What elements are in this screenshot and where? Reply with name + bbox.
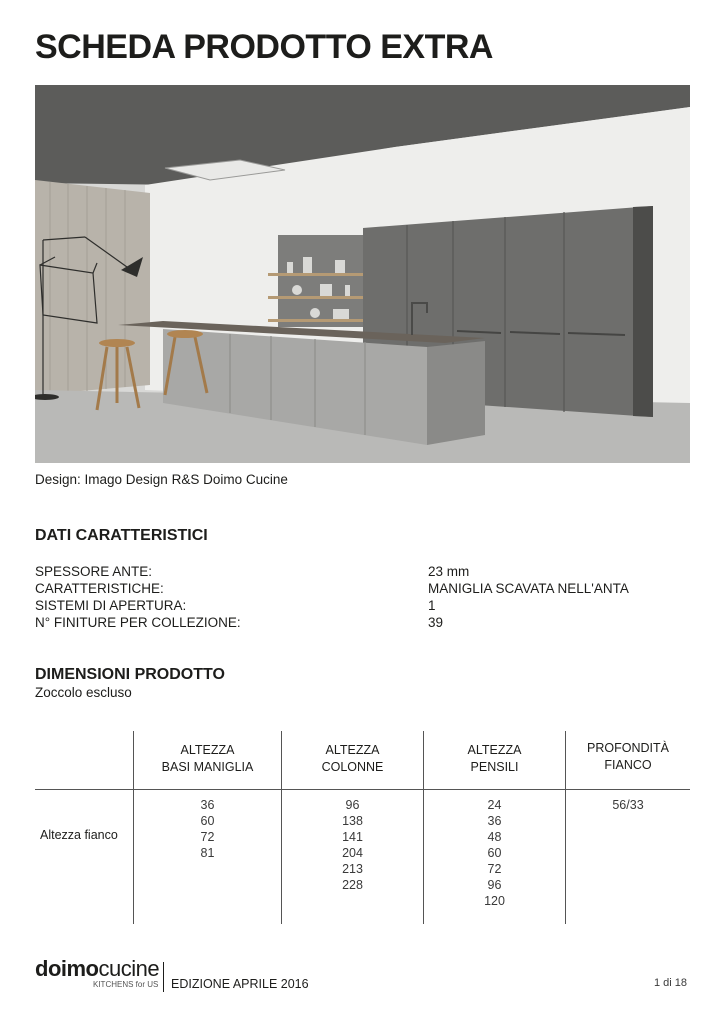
spec-row	[35, 564, 690, 581]
column-header: ALTEZZA COLONNE	[321, 743, 384, 774]
logo-tagline: KITCHENS for US	[93, 980, 159, 989]
spec-value: 39	[428, 615, 444, 630]
dimensions-table	[35, 731, 690, 924]
column-header: ALTEZZA BASI MANIGLIA	[161, 743, 254, 774]
row-label: Altezza fianco	[40, 828, 118, 842]
edition-label: EDIZIONE APRILE 2016	[171, 977, 309, 991]
page-number: 1 di 18	[653, 977, 687, 989]
design-credit: Design: Imago Design R&S Doimo Cucine	[35, 472, 288, 487]
column-values: 36 60 72 81	[200, 798, 215, 860]
spec-row	[35, 615, 690, 632]
spec-value: MANIGLIA SCAVATA NELL'ANTA	[428, 581, 629, 596]
spec-row	[35, 581, 690, 598]
spec-label: N° FINITURE PER COLLEZIONE:	[35, 615, 241, 630]
spec-value: 23 mm	[428, 564, 470, 579]
table-header-rule	[35, 789, 690, 790]
page-title: SCHEDA PRODOTTO EXTRA	[35, 28, 493, 66]
kitchen-photo	[35, 85, 690, 463]
spec-label: SISTEMI DI APERTURA:	[35, 598, 187, 613]
spec-row	[35, 598, 690, 615]
column-values: 96 138 141 204 213 228	[342, 798, 363, 892]
spec-label: SPESSORE ANTE:	[35, 564, 153, 579]
logo-light: cucine	[98, 956, 160, 981]
column-header: ALTEZZA PENSILI	[467, 743, 522, 774]
column-values: 24 36 48 60 72 96 120	[484, 798, 505, 908]
column-values: 56/33	[612, 798, 644, 812]
brand-logo	[35, 956, 160, 989]
dimensions-title: DIMENSIONI PRODOTTO	[35, 666, 225, 683]
footer-divider	[163, 962, 164, 992]
dimensions-subtitle: Zoccolo escluso	[35, 685, 132, 700]
spec-label: CARATTERISTICHE:	[35, 581, 164, 596]
spec-value: 1	[428, 598, 436, 613]
column-header: PROFONDITÀ FIANCO	[587, 741, 669, 772]
specs-title: DATI CARATTERISTICI	[35, 527, 208, 544]
logo-bold: doimo	[35, 956, 99, 981]
